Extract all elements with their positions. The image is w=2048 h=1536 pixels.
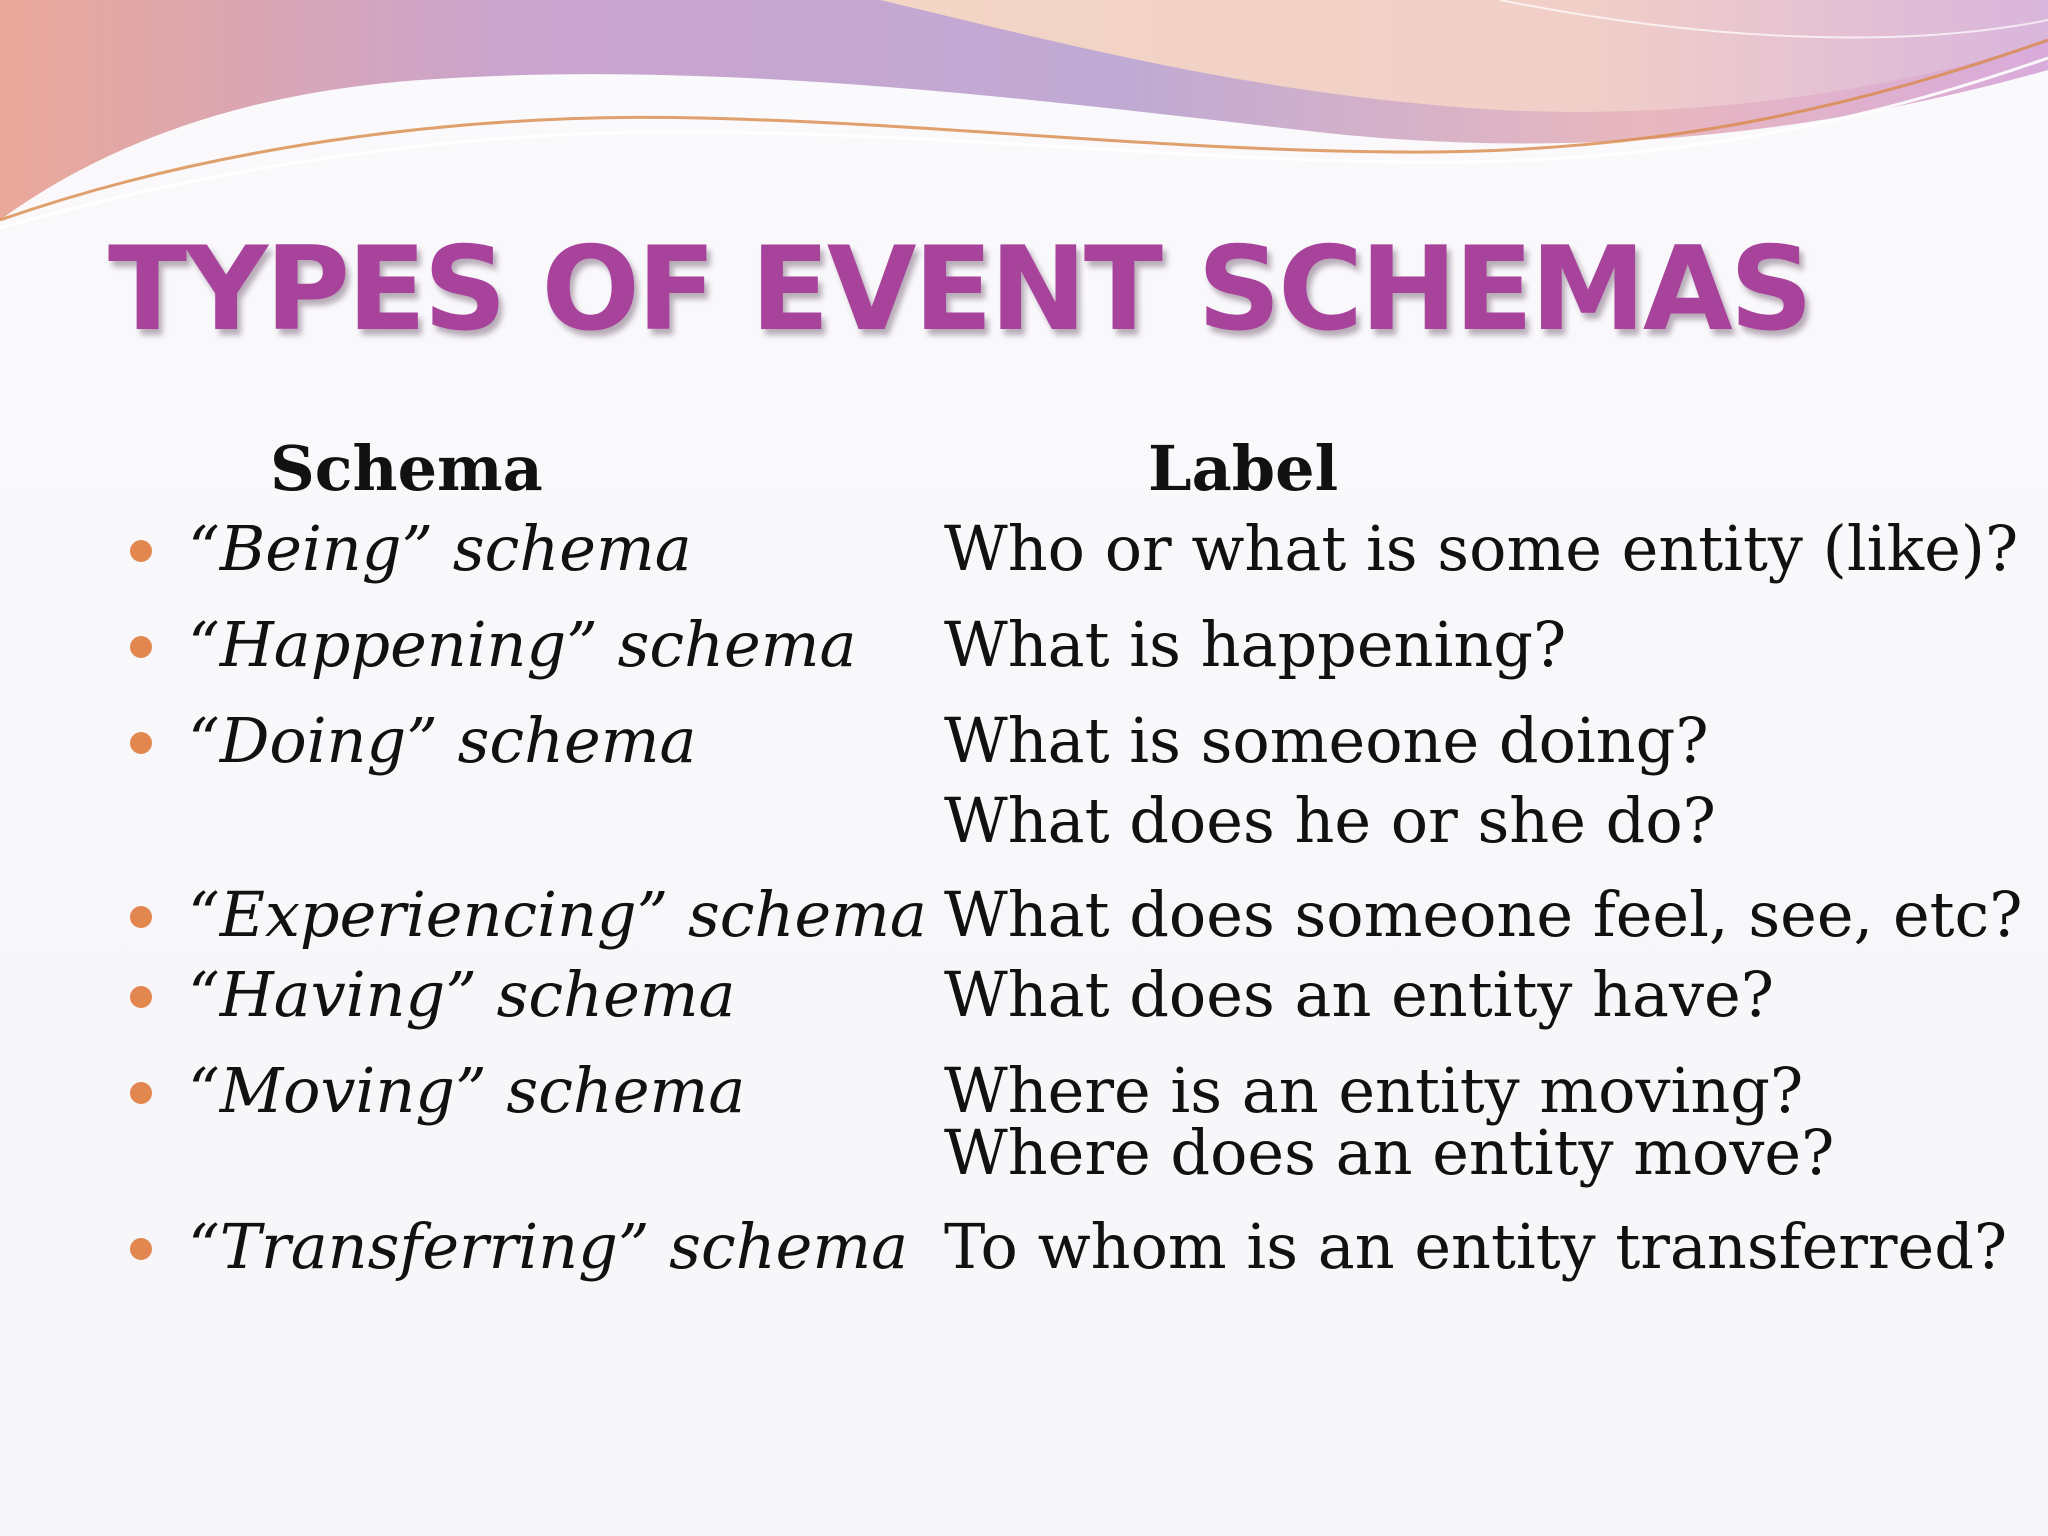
bullet-icon	[130, 906, 152, 928]
schema-question: Who or what is some entity (like)?	[944, 512, 2019, 585]
decorative-header-wave	[0, 0, 2048, 260]
schema-question: To whom is an entity transferred?	[944, 1210, 2008, 1283]
schema-name: “Transferring” schema	[188, 1210, 909, 1283]
schema-name: “Happening” schema	[188, 608, 857, 681]
bullet-icon	[130, 1238, 152, 1260]
schema-name: “Being” schema	[188, 512, 692, 585]
schema-name: “Experiencing” schema	[188, 878, 927, 951]
slide-title: TYPES OF EVENT SCHEMAS	[108, 222, 1811, 357]
bullet-icon	[130, 732, 152, 754]
bullet-icon	[130, 986, 152, 1008]
schema-question: What is happening?	[944, 608, 1567, 681]
bullet-icon	[130, 540, 152, 562]
bullet-icon	[130, 636, 152, 658]
schema-question: Where is an entity moving?	[944, 1054, 1804, 1127]
schema-name: “Moving” schema	[188, 1054, 746, 1127]
schema-name: “Doing” schema	[188, 704, 697, 777]
schema-question: What is someone doing?	[944, 704, 1709, 777]
schema-question: What does someone feel, see, etc?	[944, 878, 2023, 951]
schema-column-header: Schema	[270, 432, 543, 505]
schema-name: “Having” schema	[188, 958, 736, 1031]
schema-question: What does an entity have?	[944, 958, 1774, 1031]
bullet-icon	[130, 1082, 152, 1104]
schema-question: Where does an entity move?	[944, 1116, 1835, 1189]
label-column-header: Label	[1148, 432, 1339, 505]
schema-question: What does he or she do?	[944, 784, 1716, 857]
